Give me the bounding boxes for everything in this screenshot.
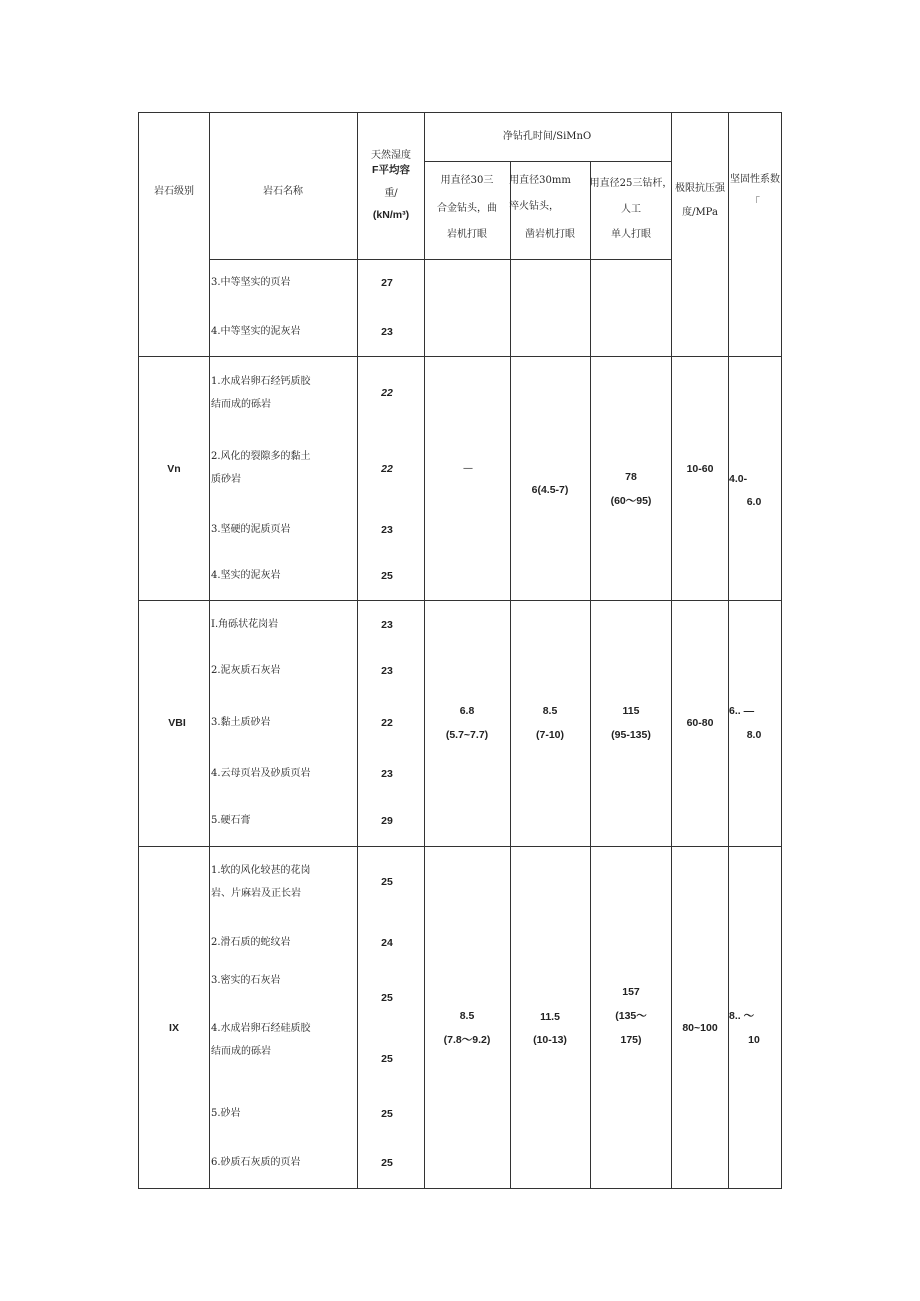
density-value: 23 — [381, 665, 393, 677]
drill-time-col3-range: (95-135) — [611, 729, 651, 741]
rock-name-row-cont: 结而成的砾岩 — [211, 1046, 271, 1057]
drill-time-col1: 8.5 — [459, 1010, 475, 1022]
coef-value-cont: 6.0 — [746, 496, 762, 508]
density-value: 25 — [381, 1157, 393, 1169]
col-divider-drill1 — [510, 161, 511, 1189]
rock-name-row: 1.软的风化较甚的花岗 — [211, 865, 311, 876]
drill-time-col2-range: (7-10) — [535, 729, 565, 741]
density-value: 25 — [381, 570, 393, 582]
header-coef-line1: 坚固性系数 — [730, 174, 780, 185]
rock-name-row: 6.砂质石灰质的页岩 — [211, 1157, 301, 1168]
header-divider-drill — [424, 161, 672, 162]
rock-name-row: 4.云母页岩及砂质页岩 — [211, 768, 311, 779]
rock-name-row: 3.黏土质砂岩 — [211, 717, 271, 728]
density-value: 25 — [381, 1053, 393, 1065]
drill-time-col2: 8.5 — [542, 705, 558, 717]
header-density-unit: (kN/m³) — [372, 209, 410, 221]
header-bottom-line — [210, 259, 672, 260]
rock-name-row: 4.中等坚实的泥灰岩 — [211, 326, 301, 337]
col-divider-drill2 — [590, 161, 591, 1189]
header-name: 岩石名称 — [263, 186, 303, 197]
drill-time-col2: 6(4.5-7) — [531, 484, 569, 496]
rock-name-row: I.角砾状花岗岩 — [211, 619, 279, 630]
strength-value: 80~100 — [682, 1022, 718, 1034]
rock-grade: IX — [169, 1022, 179, 1034]
header-col3-line1: 用直径25三钻杆， — [589, 178, 673, 189]
coef-value-cont: 8.0 — [746, 729, 762, 741]
rock-name-row-cont: 岩、片麻岩及正长岩 — [211, 888, 301, 899]
col-divider-name — [357, 112, 358, 1189]
table-border-top — [138, 112, 782, 113]
density-value: 22 — [381, 717, 393, 729]
drill-time-col2-range: (10-13) — [533, 1034, 567, 1046]
col-divider-strength — [728, 112, 729, 1189]
rock-name-row: 2.泥灰质石灰岩 — [211, 665, 281, 676]
rock-name-row-cont: 质砂岩 — [211, 474, 241, 485]
density-value: 25 — [381, 876, 393, 888]
group-divider-2 — [138, 600, 782, 601]
header-strength-line2: 度/MPa — [682, 207, 718, 218]
density-value: 23 — [381, 524, 393, 536]
table-border-right — [781, 112, 782, 1189]
header-strength-line1: 极限抗压强 — [675, 183, 725, 194]
density-value: 22 — [381, 463, 393, 475]
density-value: 23 — [381, 768, 393, 780]
drill-time-col3: 115 — [622, 705, 640, 717]
rock-name-row: 2.风化的裂隙多的黏土 — [211, 451, 311, 462]
density-value: 29 — [381, 815, 393, 827]
rock-name-row: 4.水成岩卵石经硅质胶 — [211, 1023, 311, 1034]
rock-name-row: 5.硬石膏 — [211, 815, 251, 826]
density-value: 25 — [381, 1108, 393, 1120]
header-density-line3: 重/ — [384, 188, 398, 199]
rock-name-row: 3.中等坚实的页岩 — [211, 277, 291, 288]
header-grade: 岩石级别 — [154, 186, 194, 197]
header-col2-line3: 凿岩机打眼 — [525, 229, 575, 240]
coef-value: 4.0- — [729, 473, 748, 485]
drill-time-col1: — — [463, 463, 473, 474]
col-divider-grade — [209, 112, 210, 1189]
drill-time-col1-range: (7.8～9.2) — [443, 1034, 491, 1046]
drill-time-col1-range: (5.7~7.7) — [445, 729, 489, 741]
table-border-left — [138, 112, 139, 1189]
coef-value: 6.. — — [729, 705, 755, 717]
col-divider-density — [424, 112, 425, 1189]
drill-time-col1: 6.8 — [459, 705, 475, 717]
header-col3-line2: 人工 — [621, 204, 641, 215]
header-col1-line3: 岩机打眼 — [447, 229, 487, 240]
density-value: 22 — [381, 387, 393, 399]
strength-value: 10-60 — [686, 463, 714, 475]
rock-name-row: 4.坚实的泥灰岩 — [211, 570, 281, 581]
header-col1-line1: 用直径30三 — [440, 175, 494, 186]
drill-time-col3: 78 — [625, 471, 637, 483]
density-value: 27 — [381, 277, 393, 289]
rock-name-row: 3.密实的石灰岩 — [211, 975, 281, 986]
header-density-line1: 天然湿度 — [371, 150, 411, 161]
header-density-line2: F平均容 — [372, 164, 410, 176]
drill-time-col3-range-cont: 175) — [620, 1034, 642, 1046]
coef-value: 8.. ～ — [729, 1010, 755, 1022]
rock-name-row: 1.水成岩卵石经钙质胶 — [211, 376, 311, 387]
header-col1-line2: 合金钻头，曲 — [437, 203, 497, 214]
header-coef-line2: 「 — [750, 197, 760, 208]
density-value: 24 — [381, 937, 393, 949]
drill-time-col3-range: (60～95) — [610, 495, 652, 507]
header-col3-line3: 单人打眼 — [611, 229, 651, 240]
header-col2-line1: 用直径30mm — [509, 175, 571, 186]
coef-value-cont: 10 — [748, 1034, 760, 1046]
col-divider-drill3 — [671, 112, 672, 1189]
rock-name-row-cont: 结而成的砾岩 — [211, 399, 271, 410]
drill-time-col2: 11.5 — [540, 1011, 560, 1023]
header-col2-line2: 淬火钻头， — [509, 201, 559, 212]
drill-time-col3-range: (135～ — [615, 1010, 647, 1022]
rock-name-row: 5.砂岩 — [211, 1108, 241, 1119]
rock-name-row: 3.坚硬的泥质页岩 — [211, 524, 291, 535]
rock-grade: Vn — [167, 463, 181, 475]
group-divider-1 — [138, 356, 782, 357]
rock-name-row: 2.滑石质的蛇纹岩 — [211, 937, 291, 948]
density-value: 25 — [381, 992, 393, 1004]
strength-value: 60-80 — [686, 717, 714, 729]
rock-grade: VBI — [168, 717, 186, 729]
group-divider-3 — [138, 846, 782, 847]
density-value: 23 — [381, 326, 393, 338]
density-value: 23 — [381, 619, 393, 631]
table-border-bottom — [138, 1188, 782, 1189]
header-drill-time: 净钻孔时间/SiMnO — [502, 131, 592, 142]
drill-time-col3: 157 — [622, 986, 640, 998]
